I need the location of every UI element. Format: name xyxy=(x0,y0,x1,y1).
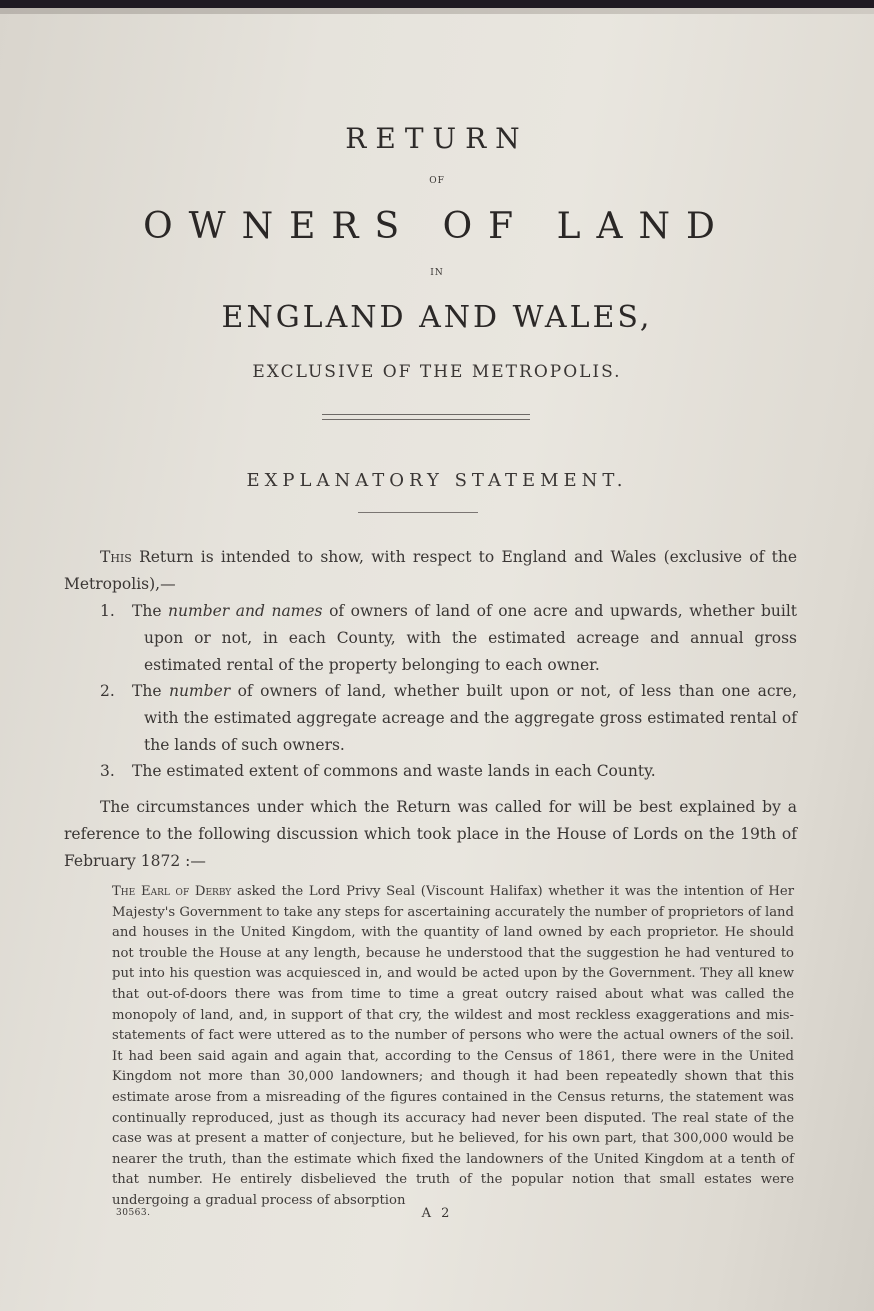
circumstances-paragraph: The circumstances under which the Return was called for will be best explained by a reference to the following discussion which took place in the House of Lords on the 19th of February 1872 :— xyxy=(64,798,797,870)
intro-text: Return is intended to show, with respect to England and Wales (exclusive of the Metropolis),— xyxy=(64,548,797,593)
title-in: IN xyxy=(430,268,444,278)
signature-mark: A 2 xyxy=(421,1206,453,1221)
double-rule-divider xyxy=(322,414,530,420)
section-title: EXPLANATORY STATEMENT. xyxy=(246,470,628,491)
list-item-number: 3. xyxy=(100,762,115,780)
title-return: RETURN xyxy=(345,122,529,155)
list-item-pre: The xyxy=(132,602,169,620)
quote-text: asked the Lord Privy Seal (Viscount Halifax) whether it was the intention of Her Majesty's Government to take any steps for ascertaining accurately the number of proprietors of land and houses in the United Kingdom, with the quantity of land owned by each proprietor. He should not trouble the House at any length, because he understood that the suggestion he had ventured to put into his question was acquiesced in, and would be acted upon by the Government. They all knew that out-of-doors there was from time to time a great outcry raised about what was called the monopoly of land, and, in support of that cry, the wildest and most reckless exaggerations and mis-statements of fact were uttered as to the number of persons who were the actual owners of the soil. It had been said again and again that, according to the Census of 1861, there were in the United Kingdom not more than 30,000 landowners; and though it had been repeatedly shown that this estimate arose from a misreading of the figures contained in the Census returns, the statement was continually reproduced, just as though its accuracy had never been disputed. The real state of the case was at present a matter of conjecture, but he believed, for his own part, that 300,000 would be nearer the truth, than the estimate which fixed the landowners of the United Kingdom at a tenth of that number. He entirely disbelieved the truth of the popular notion that small estates were undergoing a gradual process of absorption xyxy=(112,884,795,1208)
list-item-emphasis: number and names xyxy=(168,602,323,620)
quote-lead: The Earl of Derby xyxy=(112,884,232,899)
title-england-and-wales: ENGLAND AND WALES, xyxy=(221,300,653,335)
document-page xyxy=(0,8,874,1311)
title-of: OF xyxy=(429,176,445,186)
short-rule-divider xyxy=(358,512,478,513)
list-item xyxy=(100,678,797,759)
list-item-number: 1. xyxy=(100,602,115,620)
list-item-post: of owners of land, whether built upon or not, of less than one acre, with the estimated aggregate acreage and the aggregate gross estimated rental of the lands of such owners. xyxy=(144,682,798,754)
list-item-number: 2. xyxy=(100,682,115,700)
intro-paragraph xyxy=(64,544,797,598)
list-item-pre: The xyxy=(132,682,169,700)
list-item-post: of owners of land of one acre and upwards, whether built upon or not, in each County, with the estimated acreage and annual gross estimated rental of the property belonging to each owner. xyxy=(144,602,798,674)
lords-debate-quote xyxy=(112,882,794,1212)
list-item-pre: The estimated extent of commons and waste lands in each County. xyxy=(132,762,656,780)
list-item-emphasis: number xyxy=(168,682,231,700)
list-item xyxy=(100,758,797,785)
print-code: 30563. xyxy=(116,1208,151,1218)
subtitle-exclusive: EXCLUSIVE OF THE METROPOLIS. xyxy=(252,362,622,382)
intro-lead: This xyxy=(100,548,132,566)
title-owners-of-land: OWNERS OF LAND xyxy=(143,206,731,247)
list-item xyxy=(100,598,797,679)
